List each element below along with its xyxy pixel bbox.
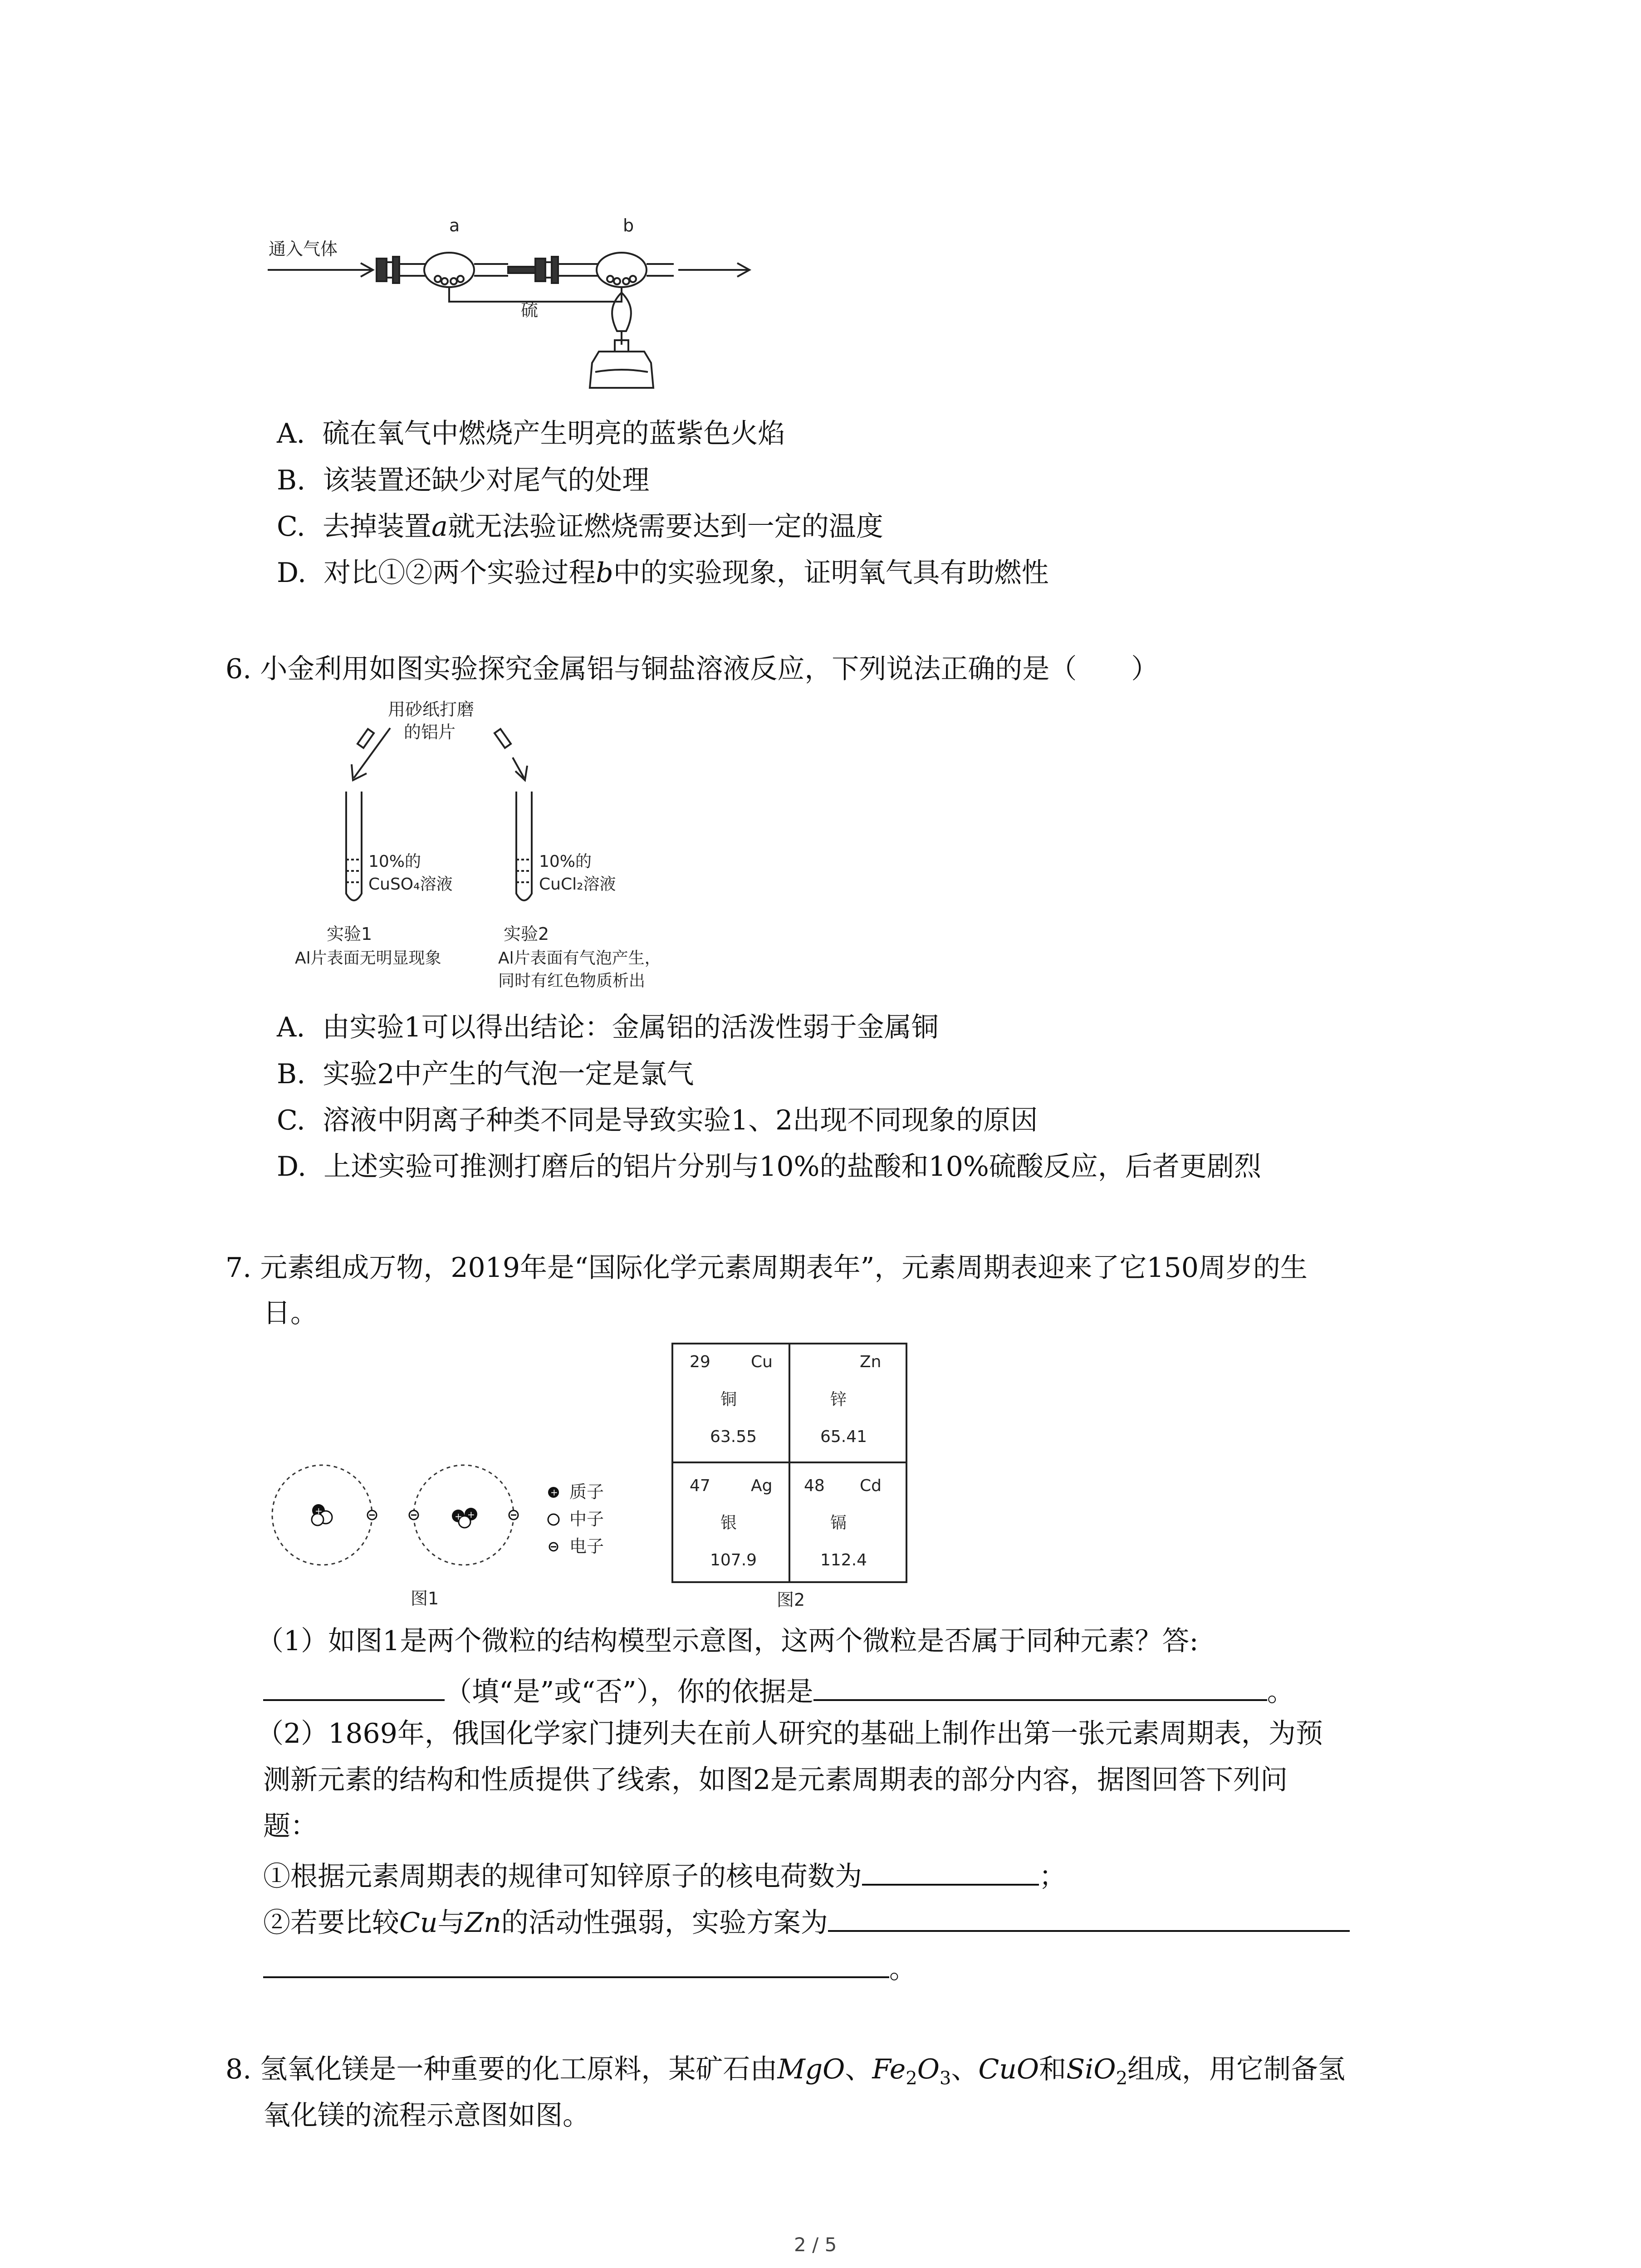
svg-text:+: + <box>455 1511 462 1522</box>
legend-proton: 质子 <box>569 1482 604 1502</box>
question-text: ； <box>1039 1861 1066 1892</box>
option-letter: B. <box>277 1058 306 1090</box>
option-text: 对比①②两个实验过程 <box>323 557 596 589</box>
option-letter: C. <box>277 1105 305 1136</box>
q6-option-a <box>277 1014 939 1041</box>
option-text: 去掉装置 <box>323 511 431 543</box>
option-text: 该装置还缺少对尾气的处理 <box>323 464 650 496</box>
q8-stem-line1 <box>225 2053 1346 2089</box>
svg-text:+: + <box>467 1509 475 1520</box>
option-letter: B. <box>277 464 306 496</box>
chem-formula: Fe <box>872 2053 906 2085</box>
exp2-title: 实验2 <box>504 924 549 944</box>
page-number: 2 / 5 <box>794 2234 837 2256</box>
q7-part2-line3: 题： <box>263 1810 318 1842</box>
cu-atomic-number: 29 <box>690 1353 710 1371</box>
option-text: 由实验1可以得出结论：金属铝的活泼性弱于金属铜 <box>322 1012 939 1043</box>
particle-models-figure <box>268 1465 540 1583</box>
option-letter: D. <box>277 1151 307 1183</box>
figure-label: 的铝片 <box>404 722 456 742</box>
separator: 、 <box>951 2053 979 2085</box>
q8-stem-line2: 氧化镁的流程示意图如图。 <box>263 2100 590 2131</box>
option-text: 中的实验现象，证明氧气具有助燃性 <box>613 557 1049 589</box>
question-text: 与 <box>437 1907 465 1939</box>
question-text: 的活动性强弱，实验方案为 <box>501 1907 828 1939</box>
question-text: 组成，用它制备氢 <box>1127 2053 1346 2085</box>
chem-formula: SiO <box>1066 2053 1116 2085</box>
q5-option-d <box>277 559 1049 587</box>
q7-part2-line1: （2）1869年，俄国化学家门捷列夫在前人研究的基础上制作出第一张元素周期表，为预 <box>256 1718 1323 1750</box>
answer-blank-zinc-charge[interactable] <box>862 1858 1039 1886</box>
q6-stem <box>225 655 1158 683</box>
ag-mass: 107.9 <box>710 1551 757 1569</box>
question-text: 元素组成万物，2019年是“国际化学元素周期表年”，元素周期表迎来了它150周岁的生 <box>260 1252 1308 1284</box>
exp1-result: Al片表面无明显现象 <box>295 949 441 968</box>
zn-name: 锌 <box>830 1390 847 1409</box>
q7-part2-line2: 测新元素的结构和性质提供了线索，如图2是元素周期表的部分内容，据图回答下列问 <box>263 1764 1288 1796</box>
legend-icons <box>544 1483 563 1574</box>
option-text: 就无法验证燃烧需要达到一定的温度 <box>447 511 883 543</box>
option-variable: b <box>596 557 613 589</box>
legend-electron: 电子 <box>569 1536 604 1556</box>
q7-sub2-line2 <box>263 1951 916 1983</box>
figure-label: 用砂纸打磨 <box>388 699 475 719</box>
tube1-concentration: 10%的 <box>368 852 421 871</box>
question-number: 7. <box>225 1252 252 1284</box>
q5-option-b <box>277 464 650 496</box>
q7-sub1 <box>263 1858 1066 1890</box>
cu-symbol: Cu <box>751 1353 773 1371</box>
q6-option-d <box>277 1151 1261 1183</box>
exp2-result-line1: Al片表面有气泡产生， <box>498 949 661 968</box>
exp2-result-line2: 同时有红色物质析出 <box>498 972 646 990</box>
option-letter: A. <box>277 418 305 450</box>
q5-option-c <box>277 511 883 543</box>
zn-symbol: Zn <box>860 1353 882 1371</box>
answer-blank-plan-line1[interactable] <box>828 1905 1350 1932</box>
svg-text:+: + <box>550 1487 558 1498</box>
cu-mass: 63.55 <box>710 1427 757 1446</box>
question-number: 6. <box>225 653 252 685</box>
chem-formula: CuO <box>978 2053 1039 2085</box>
figure2-caption: 图2 <box>777 1590 805 1610</box>
ag-symbol: Ag <box>751 1476 773 1495</box>
answer-blank-plan-line2[interactable] <box>263 1951 889 1978</box>
tube2-solution: CuCl₂溶液 <box>539 875 616 894</box>
question-text: ②若要比较 <box>263 1907 399 1939</box>
separator: 和 <box>1039 2053 1067 2085</box>
chem-subscript: 3 <box>939 2068 951 2089</box>
chem-formula: MgO <box>777 2053 845 2085</box>
option-variable: a <box>431 511 448 543</box>
q7-part1-line1: （1）如图1是两个微粒的结构模型示意图，这两个微粒是否属于同种元素？答: <box>256 1625 1199 1657</box>
svg-text:+: + <box>315 1505 323 1516</box>
question-text: 。 <box>1267 1676 1294 1708</box>
q7-part1-line2 <box>263 1674 1294 1706</box>
answer-blank-reason[interactable] <box>813 1674 1267 1701</box>
ag-name: 银 <box>720 1514 737 1532</box>
q5-option-a <box>277 418 785 450</box>
sulfur-label: 硫 <box>521 300 539 320</box>
option-text: 溶液中阴离子种类不同是导致实验1、2出现不同现象的原因 <box>323 1105 1038 1136</box>
option-letter: C. <box>277 511 305 543</box>
option-letter: A. <box>277 1012 305 1043</box>
q7-sub2-line1 <box>263 1905 1350 1939</box>
option-text: 实验2中产生的气泡一定是氯气 <box>323 1058 694 1090</box>
q7-stem-line1 <box>225 1252 1308 1284</box>
ag-atomic-number: 47 <box>690 1476 710 1495</box>
periodic-table-fragment <box>671 1343 907 1583</box>
question-text: （填“是”或“否”），你的依据是 <box>445 1676 813 1708</box>
apparatus-b-label: b <box>623 215 634 235</box>
chem-formula: O <box>917 2053 940 2085</box>
question-text: ①根据元素周期表的规律可知锌原子的核电荷数为 <box>263 1861 862 1892</box>
legend-neutron: 中子 <box>569 1509 604 1529</box>
answer-blank-same-element[interactable] <box>263 1674 445 1701</box>
gas-inlet-label: 通入气体 <box>269 239 338 259</box>
option-text: 上述实验可推测打磨后的铝片分别与10%的盐酸和10%硫酸反应，后者更剧烈 <box>323 1151 1261 1183</box>
tube1-solution: CuSO₄溶液 <box>368 875 453 894</box>
question-number: 8. <box>225 2053 252 2085</box>
q7-stem-line2: 日。 <box>263 1297 318 1329</box>
option-text: 硫在氧气中燃烧产生明亮的蓝紫色火焰 <box>322 418 785 450</box>
neutron-legend-icon <box>548 1514 559 1525</box>
question-text: 。 <box>889 1953 916 1985</box>
apparatus-drawing <box>254 213 762 395</box>
separator: 、 <box>845 2053 872 2085</box>
chem-symbol: Zn <box>465 1907 501 1939</box>
cd-mass: 112.4 <box>820 1551 867 1569</box>
chem-subscript: 2 <box>1116 2068 1128 2089</box>
cu-name: 铜 <box>720 1390 737 1409</box>
cd-name: 镉 <box>830 1514 847 1532</box>
zn-mass: 65.41 <box>820 1427 867 1446</box>
q6-option-c <box>277 1107 1038 1134</box>
chem-subscript: 2 <box>906 2068 917 2089</box>
figure1-caption: 图1 <box>411 1589 439 1608</box>
question-text: 氢氧化镁是一种重要的化工原料，某矿石由 <box>260 2053 778 2085</box>
option-letter: D. <box>277 557 307 589</box>
chem-symbol: Cu <box>399 1907 438 1939</box>
cd-symbol: Cd <box>860 1476 882 1495</box>
tube2-concentration: 10%的 <box>539 852 592 871</box>
cd-atomic-number: 48 <box>804 1476 825 1495</box>
exp1-title: 实验1 <box>327 924 372 944</box>
q6-option-b <box>277 1058 694 1090</box>
question-text: 小金利用如图实验探究金属铝与铜盐溶液反应，下列说法正确的是（ ） <box>260 653 1159 685</box>
apparatus-a-label: a <box>449 215 460 235</box>
